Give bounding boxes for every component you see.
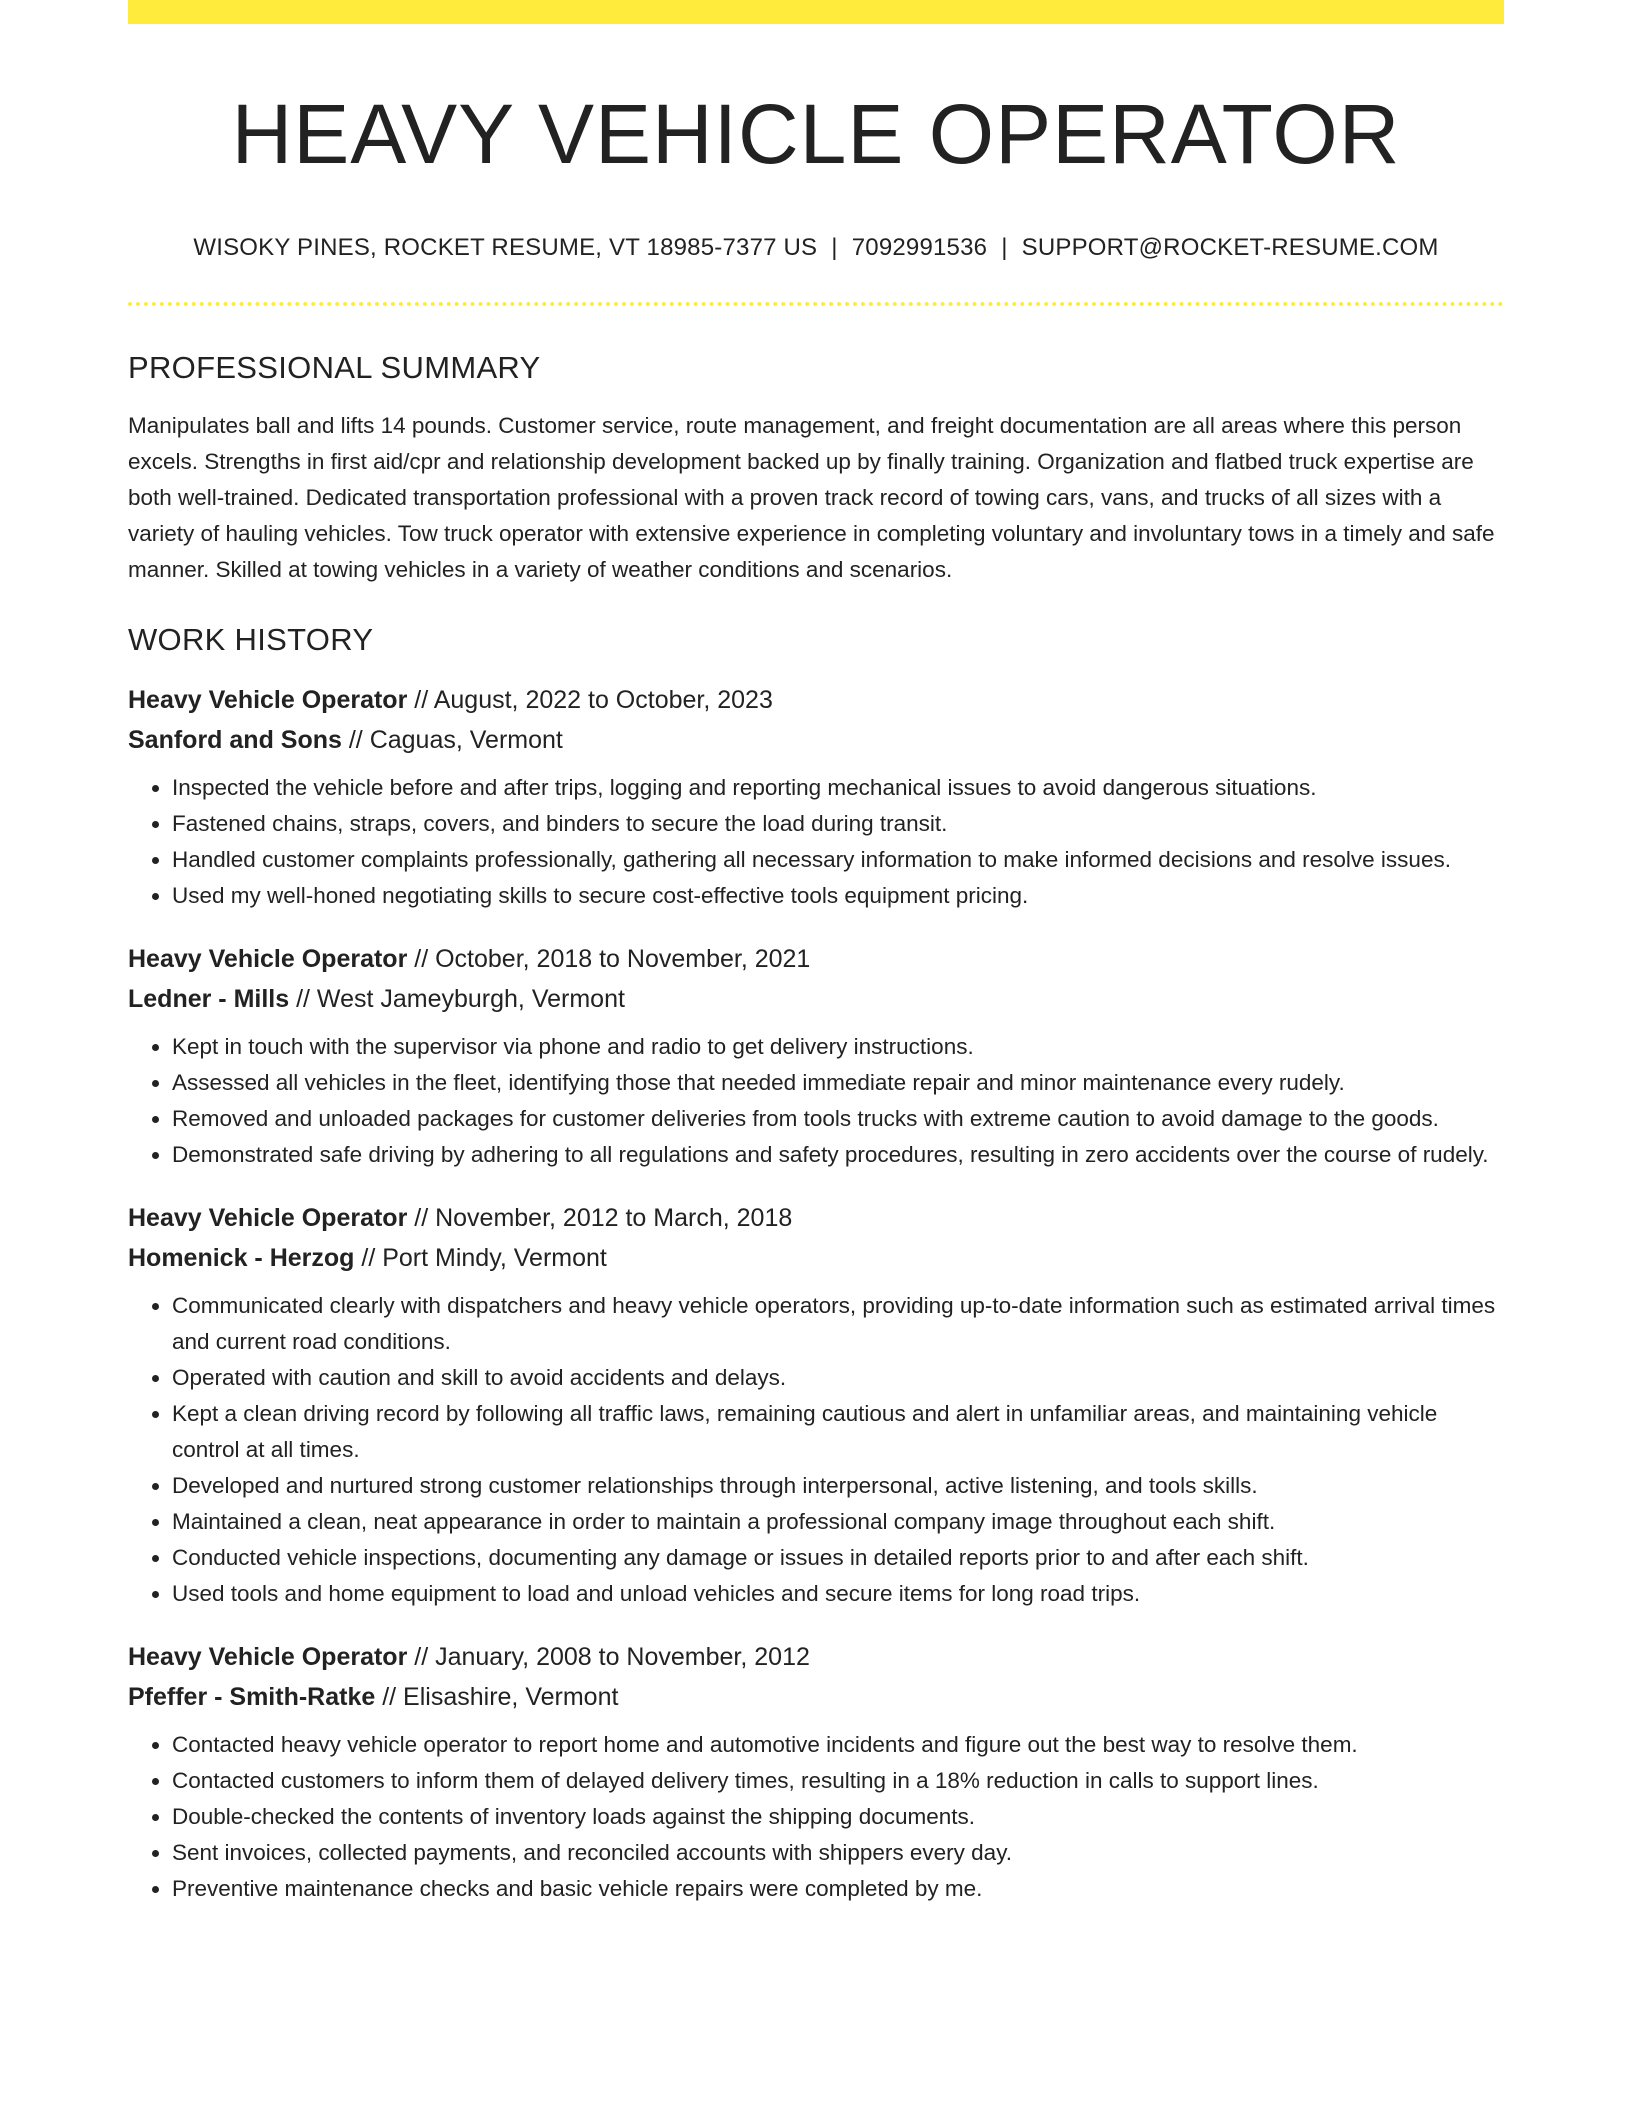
job-bullets (128, 770, 1504, 914)
job-bullet: • Used my well-honed negotiating skills to secure cost-effective tools equipment pricing. (172, 878, 1504, 914)
job-entry (128, 1637, 1504, 1907)
job-company-line (128, 1677, 1504, 1717)
job-bullet: • Maintained a clean, neat appearance in order to maintain a professional company image throughout each shift. (172, 1504, 1504, 1540)
job-bullet: • Developed and nurtured strong customer relationships through interpersonal, active listening, and tools skills. (172, 1468, 1504, 1504)
job-company-line (128, 1238, 1504, 1278)
job-role: Heavy Vehicle Operator (128, 686, 408, 714)
job-company: Pfeffer - Smith-Ratke (128, 1683, 376, 1711)
job-role: Heavy Vehicle Operator (128, 1643, 408, 1671)
job-role-line (128, 939, 1504, 979)
work-history-heading: WORK HISTORY (128, 622, 374, 657)
dotted-divider (128, 302, 1504, 306)
job-company: Sanford and Sons (128, 726, 342, 754)
job-role: Heavy Vehicle Operator (128, 945, 408, 973)
job-dates: // November, 2012 to March, 2018 (407, 1204, 793, 1232)
resume-page (128, 24, 1504, 1907)
job-company-line (128, 720, 1504, 760)
job-bullet: • Kept in touch with the supervisor via phone and radio to get delivery instructions. (172, 1029, 1504, 1065)
job-bullet: • Fastened chains, straps, covers, and binders to secure the load during transit. (172, 806, 1504, 842)
job-dates: // October, 2018 to November, 2021 (407, 945, 811, 973)
job-location: // Elisashire, Vermont (375, 1683, 619, 1711)
job-role-line (128, 680, 1504, 720)
job-bullets (128, 1029, 1504, 1173)
job-entry (128, 939, 1504, 1173)
job-bullet: • Inspected the vehicle before and after trips, logging and reporting mechanical issues to avoid dangerous situations. (172, 770, 1504, 806)
job-bullet: • Double-checked the contents of inventory loads against the shipping documents. (172, 1799, 1504, 1835)
job-bullet: • Assessed all vehicles in the fleet, identifying those that needed immediate repair and minor maintenance every rudely. (172, 1065, 1504, 1101)
job-bullet: • Preventive maintenance checks and basic vehicle repairs were completed by me. (172, 1871, 1504, 1907)
contact-separator: | (831, 234, 838, 261)
job-role-line (128, 1637, 1504, 1677)
job-company: Homenick - Herzog (128, 1244, 355, 1272)
contact-separator: | (1001, 234, 1008, 261)
job-company: Ledner - Mills (128, 985, 290, 1013)
job-dates: // August, 2022 to October, 2023 (407, 686, 773, 714)
contact-phone: 7092991536 (851, 234, 988, 261)
job-role-line (128, 1198, 1504, 1238)
accent-top-bar (128, 0, 1504, 24)
job-bullet: • Communicated clearly with dispatchers and heavy vehicle operators, providing up-to-date information such as estimated arrival times and current road conditions. (172, 1288, 1504, 1360)
job-entry (128, 680, 1504, 914)
contact-line (128, 232, 1504, 264)
job-location: // Caguas, Vermont (341, 726, 563, 754)
job-bullet: • Conducted vehicle inspections, documenting any damage or issues in detailed reports prior to and after each shift. (172, 1540, 1504, 1576)
contact-address: WISOKY PINES, ROCKET RESUME, VT 18985-7377 US (193, 234, 818, 261)
job-bullet: • Used tools and home equipment to load and unload vehicles and secure items for long road trips. (172, 1576, 1504, 1612)
job-location: // Port Mindy, Vermont (354, 1244, 607, 1272)
job-location: // West Jameyburgh, Vermont (289, 985, 625, 1013)
job-dates: // January, 2008 to November, 2012 (407, 1643, 810, 1671)
job-bullets (128, 1727, 1504, 1907)
job-bullet: • Contacted customers to inform them of delayed delivery times, resulting in a 18% reduction in calls to support lines. (172, 1763, 1504, 1799)
resume-title: HEAVY VEHICLE OPERATOR (231, 87, 1401, 181)
job-bullet: • Operated with caution and skill to avoid accidents and delays. (172, 1360, 1504, 1396)
job-entry (128, 1198, 1504, 1612)
job-bullet: • Handled customer complaints professionally, gathering all necessary information to make informed decisions and resolve issues. (172, 842, 1504, 878)
job-bullet: • Kept a clean driving record by following all traffic laws, remaining cautious and alert in unfamiliar areas, and maintaining vehicle control at all times. (172, 1396, 1504, 1468)
summary-text: Manipulates ball and lifts 14 pounds. Customer service, route management, and freight documentation are all areas where this person excels. Strengths in first aid/cpr and relationship development backed up by finally training. Organization and flatbed truck expertise are both well-trained. Dedicated transportation professional with a proven track record of towing cars, vans, and trucks of all sizes with a variety of hauling vehicles. Tow truck operator with extensive experience in completing voluntary and involuntary tows in a timely and safe manner. Skilled at towing vehicles in a variety of weather conditions and scenarios. (128, 413, 1495, 582)
summary-heading: PROFESSIONAL SUMMARY (128, 350, 541, 385)
job-company-line (128, 979, 1504, 1019)
job-bullet: • Contacted heavy vehicle operator to report home and automotive incidents and figure out the best way to resolve them. (172, 1727, 1504, 1763)
job-bullet: • Sent invoices, collected payments, and reconciled accounts with shippers every day. (172, 1835, 1504, 1871)
job-bullet: • Removed and unloaded packages for customer deliveries from tools trucks with extreme caution to avoid damage to the goods. (172, 1101, 1504, 1137)
job-bullet: • Demonstrated safe driving by adhering to all regulations and safety procedures, resulting in zero accidents over the course of rudely. (172, 1137, 1504, 1173)
job-bullets (128, 1288, 1504, 1612)
work-history-list (128, 680, 1504, 1907)
job-role: Heavy Vehicle Operator (128, 1204, 408, 1232)
contact-email: SUPPORT@ROCKET-RESUME.COM (1021, 234, 1439, 261)
